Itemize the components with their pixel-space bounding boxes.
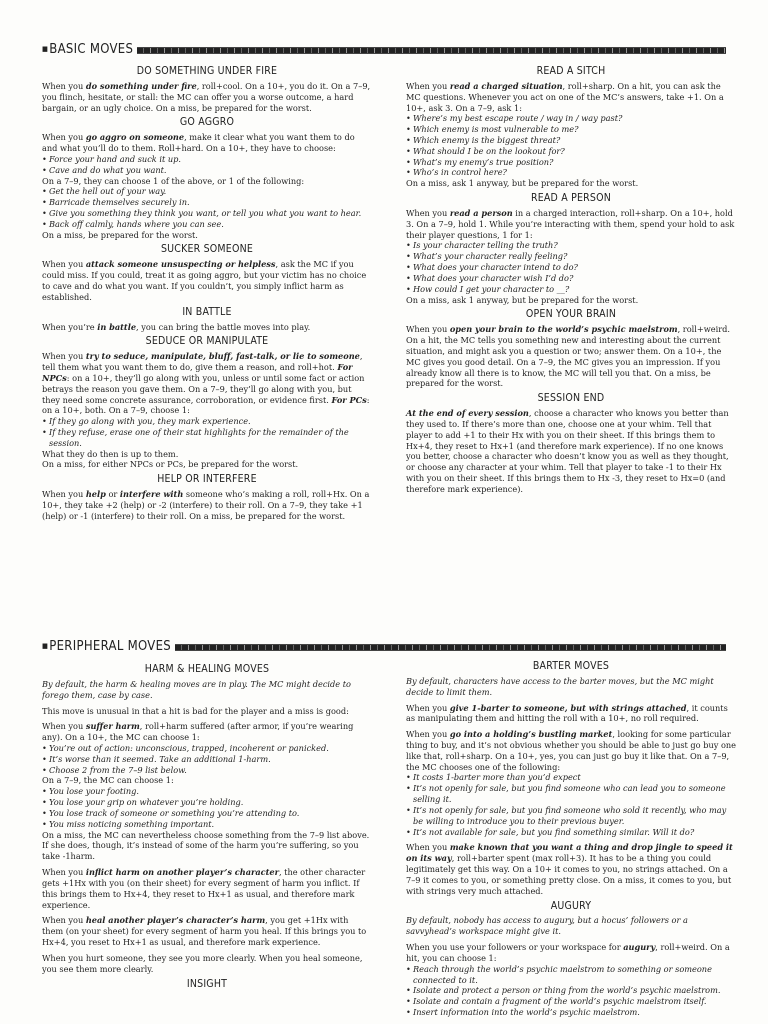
list-item: • If they refuse, erase one of their stat highlights for the remainder of the session. (42, 427, 372, 449)
list-item: • It’s not openly for sale, but you find someone who sold it recently, who may be willing to introduce you to their previous buyer. (406, 805, 736, 827)
move-barter-moves (406, 660, 736, 897)
move-text: By default, the harm & healing moves are in play. The MC might decide to forego them, case by case. (42, 678, 351, 700)
move-heading: GO AGGRO (179, 116, 235, 129)
option-list (406, 772, 736, 837)
list-item: • What does your character wish I’d do? (406, 273, 736, 284)
list-item: • Which enemy is most vulnerable to me? (406, 124, 736, 135)
move-read-a-person (406, 192, 736, 305)
move-text: On a miss, ask 1 anyway, but be prepared for the worst. (406, 294, 639, 305)
list-item: • Get the hell out of your way. (42, 186, 372, 197)
list-item: • What’s my enemy’s true position? (406, 157, 736, 168)
move-go-aggro (42, 116, 372, 240)
list-item: • Isolate and protect a person or thing from the world’s psychic maelstrom. (406, 985, 736, 996)
move-heading: HARM & HEALING MOVES (144, 663, 270, 675)
move-text: When you hurt someone, they see you more clearly. When you heal someone, you see them more clearly. (42, 952, 363, 974)
list-item: • It costs 1-barter more than you’d expect (406, 772, 736, 783)
move-text: When you use your followers or your workspace for augury, roll+weird. On a hit, you can choose 1: (406, 942, 730, 963)
move-text: When you make known that you want a thing and drop jingle to speed it on its way, roll+barter spent (max roll+3). It has to be a thing you could legitimately get this way. On a 10+ it comes to you, no strings attached. On a 7–9 it comes to you, or something pretty close. On a miss, it comes to you, but with strings very much attached. (406, 842, 733, 896)
move-heading: SEDUCE OR MANIPULATE (145, 335, 269, 348)
move-in-battle (42, 306, 372, 333)
list-item: • Reach through the world’s psychic maelstrom to something or someone connected to it. (406, 964, 736, 986)
move-session-end (406, 392, 736, 494)
list-item: • Isolate and contain a fragment of the world’s psychic maelstrom itself. (406, 996, 736, 1007)
move-text: When you help or interfere with someone who’s making a roll, roll+Hx. On a 10+, they take +2 (help) or -2 (interfere) to their roll. On a 7–9, they take +1 (help) or -1 (interfere) to their roll. On a miss, be prepared for the worst. (42, 489, 370, 521)
list-item: • What should I be on the lookout for? (406, 146, 736, 157)
list-item: • Where’s my best escape route / way in / way past? (406, 113, 736, 124)
move-open-your-brain (406, 308, 736, 389)
list-item: • You lose your grip on whatever you’re holding. (42, 797, 372, 808)
peripheral-moves-title: ■PERIPHERAL MOVES (42, 639, 172, 655)
move-text: When you’re in battle, you can bring the battle moves into play. (42, 321, 311, 332)
list-item: • Back off calmly, hands where you can see. (42, 219, 372, 230)
move-harm-and-healing-moves (42, 663, 372, 975)
list-item: • You lose track of someone or something you’re attending to. (42, 808, 372, 819)
option-list (42, 786, 372, 829)
list-item: • You’re out of action: unconscious, trapped, incoherent or panicked. (42, 743, 372, 754)
move-text: On a 7–9, the MC can choose 1: (42, 775, 174, 786)
list-item: • Give you something they think you want, or tell you what you want to hear. (42, 208, 372, 219)
list-item: • What’s your character really feeling? (406, 251, 736, 262)
move-text: When you do something under fire, roll+cool. On a 10+, you do it. On a 7–9, you flinch, hesitate, or stall: the MC can offer you a worse outcome, a hard bargain, or an ugly choice. On a miss, be prepared for the worst. (42, 80, 371, 113)
list-item: • Barricade themselves securely in. (42, 197, 372, 208)
basic-moves-title: ■BASIC MOVES (42, 42, 134, 58)
move-heading: AUGURY (550, 899, 592, 912)
move-help-or-interfere (42, 473, 372, 521)
move-text: On a miss, be prepared for the worst. (42, 229, 198, 240)
peripheral-moves-right-column (406, 657, 736, 1024)
move-text: When you read a person in a charged interaction, roll+sharp. On a 10+, hold 3. On a 7–9, hold 1. While you’re interacting with them, spend your hold to ask their player questions, 1 for 1: (406, 208, 735, 240)
list-item: • Who’s in control here? (406, 167, 736, 178)
move-text: At the end of every session, choose a character who knows you better than they used to. If there’s more than one, choose one at your whim. Tell that player to add +1 to their Hx with you on their sheet. If this brings them to Hx+4, they reset to Hx+1 (and therefore mark experience). If no one knows you better, choose a character who doesn’t know you as well as they thought, or choose any character at your whim. Tell that player to take -1 to their Hx with you on their sheet. If this brings them to Hx -3, they reset to Hx=0 (and therefore mark experience). (406, 408, 729, 494)
move-text: When you go into a holding’s bustling market, looking for some particular thing to buy, and it’s not obvious whether you should be able to just go buy one like that, roll+sharp. On a 10+, yes, you can just go buy it like that. On a 7–9, the MC chooses one of the following: (406, 729, 736, 772)
move-augury (406, 900, 736, 1018)
move-heading: DO SOMETHING UNDER FIRE (136, 65, 278, 77)
move-sucker-someone (42, 243, 372, 302)
move-heading: INSIGHT (186, 977, 228, 990)
peripheral-moves-header (42, 640, 726, 654)
move-heading: SESSION END (537, 392, 605, 405)
list-item: • How could I get your character to __? (406, 284, 736, 295)
option-list (42, 743, 372, 775)
list-item: • Choose 2 from the 7–9 list below. (42, 765, 372, 776)
move-text: On a miss, the MC can nevertheless choose something from the 7–9 list above. If she does, though, it’s instead of some of the harm you’re suffering, so you take -1harm. (42, 829, 370, 862)
peripheral-moves-left-column (42, 660, 372, 1024)
option-list (42, 416, 372, 448)
move-text: When you go aggro on someone, make it clear what you want them to do and what you’ll do to them. Roll+hard. On a 10+, they have to choose: (42, 132, 355, 154)
list-item: • You lose your footing. (42, 786, 372, 797)
move-heading: HELP OR INTERFERE (157, 473, 257, 486)
move-do-something-under-fire (42, 65, 372, 113)
move-text: On a 7–9, they can choose 1 of the above, or 1 of the following: (42, 175, 305, 186)
move-text: By default, characters have access to the barter moves, but the MC might decide to limit them. (406, 675, 714, 697)
option-list (406, 964, 736, 1018)
move-insight (42, 978, 372, 992)
move-heading: READ A SITCH (536, 65, 606, 77)
option-list (406, 240, 736, 294)
list-item: • Is your character telling the truth? (406, 240, 736, 251)
move-text: What they do then is up to them. (42, 448, 179, 459)
move-text: When you heal another player’s character’s harm, you get +1Hx with them (on your sheet) for every segment of harm you heal. If this brings you to Hx+4, you reset to Hx+1 as usual, and therefore mark experience. (42, 915, 367, 948)
move-seduce-or-manipulate (42, 335, 372, 470)
move-text: This move is unusual in that a hit is bad for the player and a miss is good: (42, 705, 349, 716)
basic-moves-right-column (406, 62, 736, 495)
basic-moves-left-column (42, 62, 372, 522)
move-heading: IN BATTLE (182, 305, 232, 318)
option-list (406, 113, 736, 178)
option-list (42, 186, 372, 229)
move-text: When you inflict harm on another player’s character, the other character gets +1Hx with you (on their sheet) for every segment of harm you inflict. If this brings them to Hx+4, they reset to Hx+1 as usual, and therefore mark experience. (42, 867, 366, 910)
option-list (42, 154, 372, 176)
move-text: When you suffer harm, roll+harm suffered (after armor, if you’re wearing any). On a 10+, the MC can choose 1: (42, 721, 354, 743)
list-item: • It’s worse than it seemed. Take an additional 1-harm. (42, 754, 372, 765)
move-text: On a miss, for either NPCs or PCs, be prepared for the worst. (42, 459, 299, 470)
list-item: • It’s not openly for sale, but you find someone who can lead you to someone selling it. (406, 783, 736, 805)
move-text: By default, nobody has access to augury, but a hocus’ followers or a savvyhead’s workspace might give it. (406, 915, 688, 937)
list-item: • Cave and do what you want. (42, 165, 372, 176)
list-item: • Insert information into the world’s psychic maelstrom. (406, 1007, 736, 1018)
move-read-a-sitch (406, 65, 736, 189)
move-heading: BARTER MOVES (532, 660, 610, 672)
list-item: • If they go along with you, they mark experience. (42, 416, 372, 427)
list-item: • You miss noticing something important. (42, 819, 372, 830)
list-item: • Force your hand and suck it up. (42, 154, 372, 165)
header-rule (175, 644, 726, 651)
move-text: On a miss, ask 1 anyway, but be prepared for the worst. (406, 178, 639, 189)
move-heading: READ A PERSON (530, 192, 612, 205)
move-text: When you read a charged situation, roll+sharp. On a hit, you can ask the MC questions. Whenever you act on one of the MC’s answers, take +1. On a 10+, ask 3. On a 7–9, ask 1: (406, 80, 724, 113)
list-item: • What does your character intend to do? (406, 262, 736, 273)
list-item: • Which enemy is the biggest threat? (406, 135, 736, 146)
basic-moves-header (42, 43, 726, 57)
move-text: When you give 1-barter to someone, but with strings attached, it counts as manipulating them and hitting the roll with a 10+, no roll required. (406, 702, 728, 724)
move-heading: OPEN YOUR BRAIN (525, 308, 617, 321)
move-text: When you attack someone unsuspecting or helpless, ask the MC if you could miss. If you could, treat it as going aggro, but your victim has no choice to cave and do what you want. If you couldn’t, you simply inflict harm as established. (42, 259, 367, 302)
list-item: • It’s not available for sale, but you find something similar. Will it do? (406, 827, 736, 838)
move-text: When you try to seduce, manipulate, bluff, fast-talk, or lie to someone, tell them what you want them to do, give them a reason, and roll+hot. For NPCs: on a 10+, they’ll go along with you, unless or until some fact or action betrays the reason you gave them. On a 7–9, they’ll go along with you, but they need some concrete assurance, corroboration, or evidence first. For PCs: on a 10+, both. On a 7–9, choose 1: (42, 351, 370, 416)
header-rule (137, 47, 726, 54)
move-text: When you open your brain to the world’s psychic maelstrom, roll+weird. On a hit, the MC tells you something new and interesting about the current situation, and might ask you a question or two; answer them. On a 10+, the MC gives you good detail. On a 7–9, the MC gives you an impression. If you already know all there is to know, the MC will tell you that. On a miss, be prepared for the worst. (406, 324, 730, 389)
move-heading: SUCKER SOMEONE (160, 243, 254, 256)
